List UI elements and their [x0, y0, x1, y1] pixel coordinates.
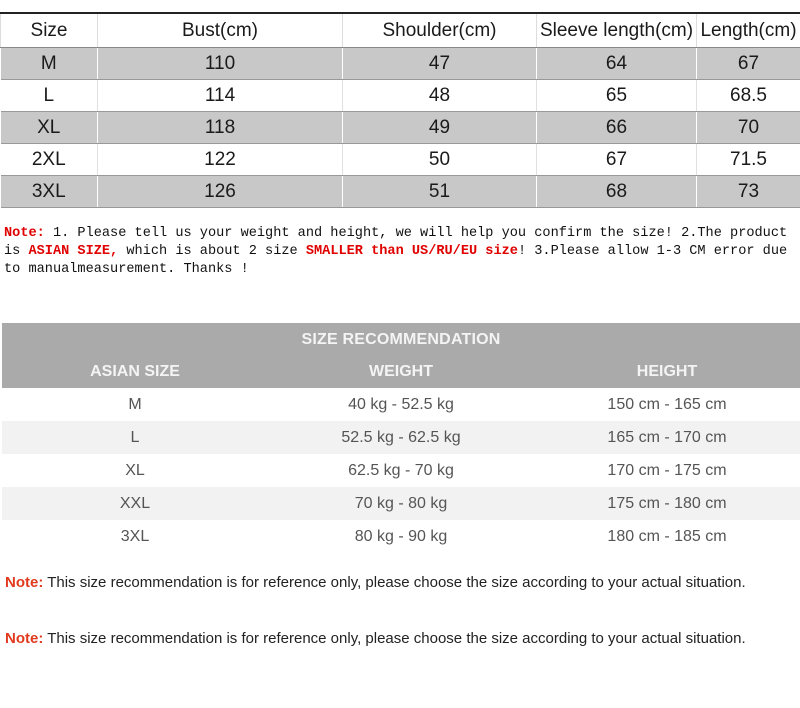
- table-row: [1, 176, 800, 208]
- note-label: Note:: [5, 630, 44, 647]
- asian-size-emphasis: ASIAN SIZE,: [28, 244, 119, 259]
- cell-shoulder: 47: [343, 48, 537, 80]
- cell-shoulder: 50: [343, 144, 537, 176]
- recommendation-header-row: [2, 356, 800, 388]
- recommendation-note: [5, 572, 785, 593]
- cell-weight: 52.5 kg - 62.5 kg: [268, 421, 534, 454]
- cell-bust: 126: [98, 176, 343, 208]
- cell-bust: 118: [98, 112, 343, 144]
- header-height: HEIGHT: [534, 356, 800, 388]
- cell-sleeve: 67: [537, 144, 697, 176]
- cell-sleeve: 68: [537, 176, 697, 208]
- recommendation-title: SIZE RECOMMENDATION: [2, 323, 800, 356]
- header-sleeve-length: Sleeve length(cm): [537, 13, 697, 48]
- table-row: [2, 421, 800, 454]
- cell-size: 2XL: [1, 144, 98, 176]
- note-text-part2: which is about 2 size: [118, 244, 306, 259]
- cell-asian-size: L: [2, 421, 268, 454]
- size-recommendation: [2, 323, 800, 553]
- table-row: [2, 487, 800, 520]
- cell-height: 165 cm - 170 cm: [534, 421, 800, 454]
- cell-height: 150 cm - 165 cm: [534, 388, 800, 421]
- cell-sleeve: 64: [537, 48, 697, 80]
- cell-length: 68.5: [697, 80, 800, 112]
- cell-asian-size: XL: [2, 454, 268, 487]
- header-bust: Bust(cm): [98, 13, 343, 48]
- note-label: Note:: [5, 574, 44, 591]
- cell-sleeve: 66: [537, 112, 697, 144]
- header-size: Size: [1, 13, 98, 48]
- cell-weight: 70 kg - 80 kg: [268, 487, 534, 520]
- note-text: This size recommendation is for reference only, please choose the size according to your actual situation.: [43, 630, 746, 647]
- cell-asian-size: 3XL: [2, 520, 268, 553]
- cell-asian-size: M: [2, 388, 268, 421]
- cell-bust: 114: [98, 80, 343, 112]
- table-row: [2, 388, 800, 421]
- note-text-part1: 1. Please tell us your weight and height, we will help you confirm the size! 2.The product is: [4, 226, 788, 259]
- cell-size: 3XL: [1, 176, 98, 208]
- cell-length: 67: [697, 48, 800, 80]
- header-length: Length(cm): [697, 13, 800, 48]
- cell-height: 175 cm - 180 cm: [534, 487, 800, 520]
- table-row: [1, 80, 800, 112]
- cell-length: 71.5: [697, 144, 800, 176]
- cell-shoulder: 48: [343, 80, 537, 112]
- cell-length: 73: [697, 176, 800, 208]
- smaller-emphasis: SMALLER than US/RU/EU size: [305, 244, 518, 259]
- table-row: [2, 520, 800, 553]
- table-row: [2, 454, 800, 487]
- cell-size: XL: [1, 112, 98, 144]
- cell-shoulder: 49: [343, 112, 537, 144]
- cell-shoulder: 51: [343, 176, 537, 208]
- table-row: [1, 48, 800, 80]
- note-text-part3: ! 3.Please allow 1-3 CM error due to manualmeasurement. Thanks !: [4, 244, 788, 277]
- cell-weight: 40 kg - 52.5 kg: [268, 388, 534, 421]
- cell-asian-size: XXL: [2, 487, 268, 520]
- cell-height: 180 cm - 185 cm: [534, 520, 800, 553]
- cell-weight: 80 kg - 90 kg: [268, 520, 534, 553]
- cell-size: L: [1, 80, 98, 112]
- header-asian-size: ASIAN SIZE: [2, 356, 268, 388]
- cell-bust: 110: [98, 48, 343, 80]
- recommendation-table: [2, 356, 800, 553]
- size-chart-header-row: [1, 13, 800, 48]
- header-weight: WEIGHT: [268, 356, 534, 388]
- header-shoulder: Shoulder(cm): [343, 13, 537, 48]
- recommendation-note: [5, 628, 785, 649]
- size-chart-table: [0, 12, 800, 208]
- size-note: [4, 225, 796, 279]
- cell-bust: 122: [98, 144, 343, 176]
- cell-sleeve: 65: [537, 80, 697, 112]
- note-text: This size recommendation is for reference only, please choose the size according to your actual situation.: [43, 574, 746, 591]
- cell-size: M: [1, 48, 98, 80]
- table-row: [1, 144, 800, 176]
- cell-height: 170 cm - 175 cm: [534, 454, 800, 487]
- table-row: [1, 112, 800, 144]
- note-label: Note:: [4, 226, 45, 241]
- cell-length: 70: [697, 112, 800, 144]
- cell-weight: 62.5 kg - 70 kg: [268, 454, 534, 487]
